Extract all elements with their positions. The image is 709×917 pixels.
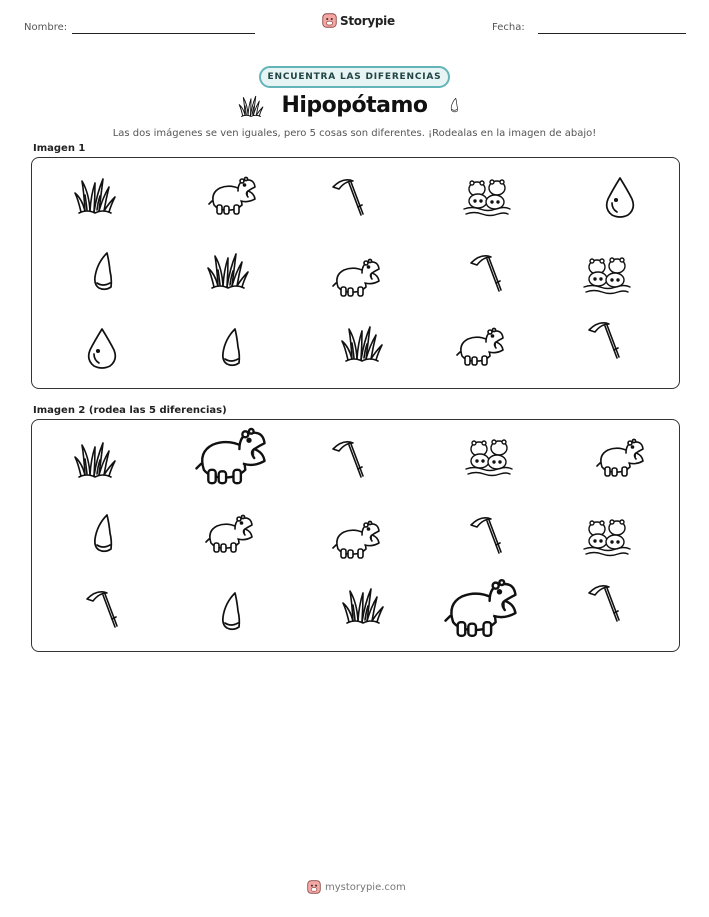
- image1-cell: [454, 323, 508, 373]
- image2-label: Imagen 2 (rodea las 5 diferencias): [33, 405, 227, 416]
- image2-cell[interactable]: [462, 434, 516, 480]
- hippo-icon: [596, 437, 646, 481]
- image1-cell: [208, 324, 254, 370]
- image2-cell[interactable]: [580, 514, 634, 560]
- tooth-icon: [209, 325, 253, 369]
- image1-cell: [580, 252, 634, 298]
- water-drop-icon: [598, 175, 642, 219]
- image1-cell: [582, 317, 628, 363]
- tooth-icon: [209, 589, 253, 633]
- image2-cell-difference[interactable]: [594, 434, 648, 484]
- brand-logo: [322, 13, 395, 28]
- storypie-logo-icon: [307, 880, 321, 894]
- image2-cell-difference[interactable]: [203, 510, 257, 560]
- image2-cell[interactable]: [80, 510, 126, 556]
- scythe-icon: [81, 587, 125, 631]
- date-line[interactable]: [538, 33, 686, 34]
- tooth-icon: [449, 92, 469, 118]
- hippo-group-icon: [464, 435, 514, 479]
- image1-cell: [72, 174, 118, 220]
- image1-cell: [339, 322, 385, 368]
- hippo-icon: [332, 257, 382, 301]
- image2-cell[interactable]: [330, 516, 384, 566]
- image2-cell[interactable]: [340, 584, 386, 630]
- grass-icon: [340, 323, 384, 367]
- image1-cell: [597, 174, 643, 220]
- name-line[interactable]: [72, 33, 255, 34]
- image2-cell[interactable]: [464, 512, 510, 558]
- hippo-icon: [332, 519, 382, 563]
- image2-cell-difference[interactable]: [80, 586, 126, 632]
- scythe-icon: [583, 318, 627, 362]
- grass-icon: [341, 585, 385, 629]
- water-drop-icon: [80, 326, 124, 370]
- image1-cell: [330, 254, 384, 304]
- hippo-icon: [456, 326, 506, 370]
- hippo-group-icon: [582, 515, 632, 559]
- image2-cell[interactable]: [72, 438, 118, 484]
- page-title: Hipopótamo: [281, 93, 428, 118]
- image1-cell: [80, 248, 126, 294]
- instructions-text: Las dos imágenes se ven iguales, pero 5 cosas son diferentes. ¡Rodealas en la imagen de abajo!: [112, 128, 597, 139]
- brand-name: Storypie: [340, 13, 395, 28]
- hippo-icon: [208, 175, 258, 219]
- footer: [307, 880, 406, 894]
- image2-cell-difference[interactable]: [443, 574, 521, 646]
- image1-cell: [464, 250, 510, 296]
- image1-cell: [79, 325, 125, 371]
- grass-icon: [73, 175, 117, 219]
- date-label: Fecha:: [492, 22, 525, 33]
- image1-cell: [206, 172, 260, 222]
- hippo-icon: [205, 513, 255, 557]
- footer-url[interactable]: mystorypie.com: [325, 881, 406, 893]
- hippo-group-icon: [582, 253, 632, 297]
- tooth-icon: [81, 511, 125, 555]
- image2-cell-difference[interactable]: [194, 424, 270, 492]
- grass-icon: [206, 250, 250, 294]
- image2-cell[interactable]: [326, 436, 372, 482]
- grass-icon: [73, 439, 117, 483]
- scythe-icon: [465, 513, 509, 557]
- scythe-icon: [583, 581, 627, 625]
- image1-cell: [460, 174, 514, 220]
- name-label: Nombre:: [24, 22, 68, 33]
- image1-cell: [205, 249, 251, 295]
- activity-badge: ENCUENTRA LAS DIFERENCIAS: [259, 66, 450, 88]
- hippo-icon: [195, 425, 269, 491]
- image2-cell[interactable]: [582, 580, 628, 626]
- hippo-icon: [444, 576, 520, 644]
- tooth-icon: [81, 249, 125, 293]
- scythe-icon: [327, 175, 371, 219]
- image1-label: Imagen 1: [33, 143, 86, 154]
- hippo-group-icon: [462, 175, 512, 219]
- storypie-logo-icon: [322, 13, 337, 28]
- scythe-icon: [465, 251, 509, 295]
- image1-cell: [326, 174, 372, 220]
- scythe-icon: [327, 437, 371, 481]
- image2-cell[interactable]: [208, 588, 254, 634]
